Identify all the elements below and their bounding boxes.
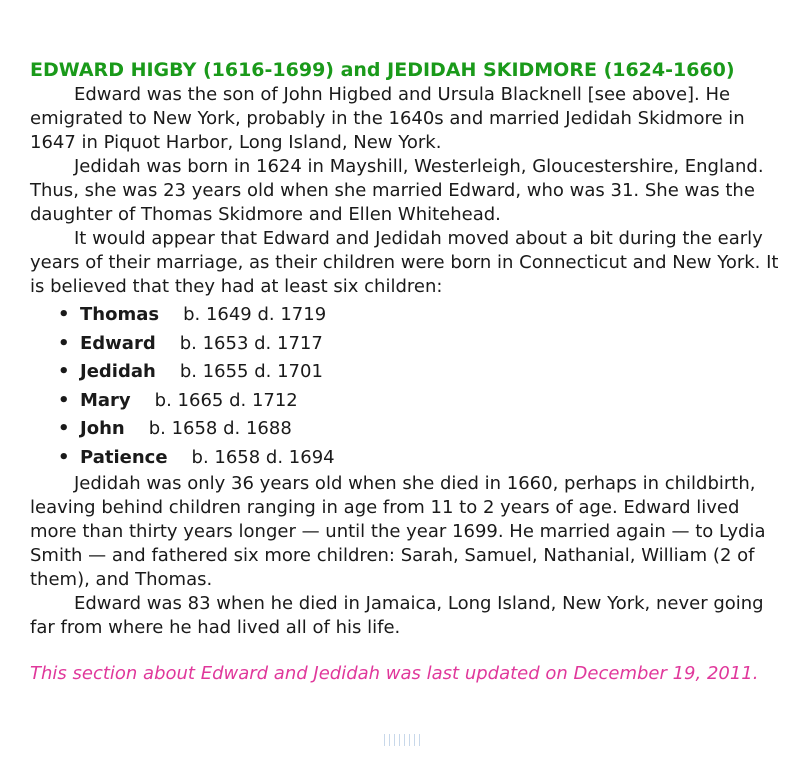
child-name: Jedidah bbox=[80, 361, 156, 382]
child-item-john bbox=[58, 415, 790, 444]
last-updated-note: This section about Edward and Jedidah was last updated on December 19, 2011. bbox=[30, 663, 759, 684]
child-item-mary bbox=[58, 387, 790, 416]
section-heading: EDWARD HIGBY (1616-1699) and JEDIDAH SKIDMORE (1624-1660) bbox=[30, 59, 735, 81]
child-dates: b. 1649 d. 1719 bbox=[183, 304, 327, 325]
bullet-icon: • bbox=[58, 361, 70, 382]
child-dates: b. 1658 d. 1694 bbox=[191, 446, 335, 468]
child-name: Thomas bbox=[80, 304, 160, 325]
child-item-patience bbox=[58, 444, 790, 473]
children-list bbox=[30, 301, 790, 472]
child-item-thomas bbox=[58, 301, 790, 330]
child-dates: b. 1655 d. 1701 bbox=[179, 361, 323, 382]
child-item-edward bbox=[58, 330, 790, 359]
faint-watermark-icon bbox=[384, 734, 430, 746]
bullet-icon: • bbox=[58, 389, 70, 411]
bullet-icon: • bbox=[58, 418, 70, 439]
child-name: Edward bbox=[80, 332, 156, 354]
child-name: John bbox=[80, 418, 125, 439]
paragraph-edward-death: Edward was 83 when he died in Jamaica, Long Island, New York, never going far from where he had lived all of his life. bbox=[30, 593, 764, 638]
paragraph-parentage: Edward was the son of John Higbed and Ursula Blacknell [see above]. He emigrated to New York, probably in the 1640s and married Jedidah Skidmore in 1647 in Piquot Harbor, Long Island, New York. bbox=[30, 84, 745, 153]
child-dates: b. 1665 d. 1712 bbox=[154, 389, 298, 411]
bullet-icon: • bbox=[58, 332, 70, 354]
child-name: Patience bbox=[80, 446, 168, 468]
child-name: Mary bbox=[80, 389, 131, 411]
child-dates: b. 1658 d. 1688 bbox=[148, 418, 292, 439]
paragraph-jedidah-birth: Jedidah was born in 1624 in Mayshill, Westerleigh, Gloucestershire, England. Thus, she was 23 years old when she married Edward, who was 31. She was the daughter of Thomas Skidmore and Ellen Whitehead. bbox=[30, 156, 764, 225]
paragraph-children-intro: It would appear that Edward and Jedidah moved about a bit during the early years of their marriage, as their children were born in Connecticut and New York. It is believed that they had at least six children: bbox=[30, 228, 779, 297]
document-page bbox=[30, 58, 790, 686]
paragraph-jedidah-death: Jedidah was only 36 years old when she died in 1660, perhaps in childbirth, leaving behind children ranging in age from 11 to 2 years of age. Edward lived more than thirty years longer — until the year 1699. He married again — to Lydia Smith — and fathered six more children: Sarah, Samuel, Nathanial, William (2 of them), and Thomas. bbox=[30, 473, 766, 590]
bullet-icon: • bbox=[58, 304, 70, 325]
bullet-icon: • bbox=[58, 446, 70, 468]
child-dates: b. 1653 d. 1717 bbox=[179, 332, 323, 354]
child-item-jedidah bbox=[58, 358, 790, 387]
